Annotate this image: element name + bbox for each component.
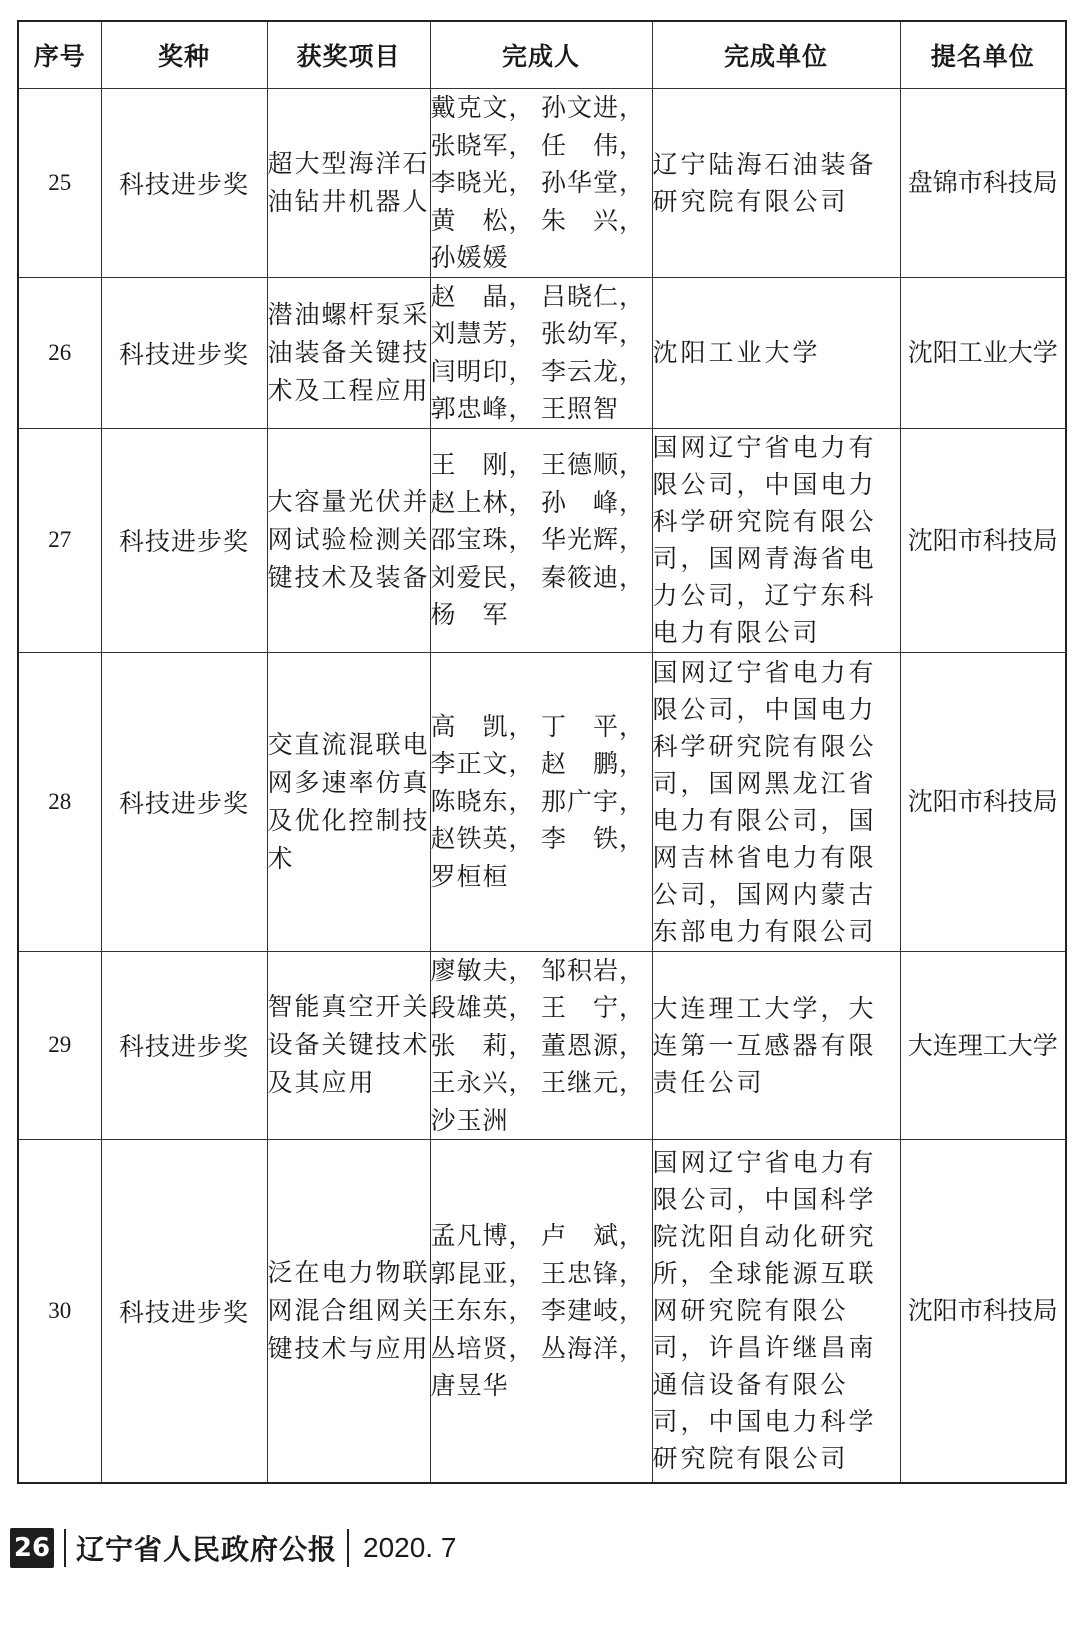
header-no: 序号 [18, 21, 101, 89]
person-name: 赵铁英， [430, 824, 535, 854]
person-name: 丁 平， [541, 711, 646, 741]
people-list [431, 89, 652, 277]
person-name: 张幼军， [541, 319, 646, 348]
person-name: 董恩源， [541, 1030, 646, 1060]
completing-unit: 国网辽宁省电力有限公司，中国科学院沈阳自动化研究所，全球能源互联网研究院有限公司，许昌许继昌南通信设备有限公司，中国电力科学研究院有限公司 [652, 1140, 900, 1483]
award-type: 科技进步奖 [101, 1140, 267, 1483]
person-name: 任 伟， [541, 130, 646, 160]
person-name: 卢 斌， [541, 1221, 646, 1250]
nominating-unit: 沈阳市科技局 [900, 428, 1066, 652]
person-name: 闫明印， [430, 356, 535, 386]
award-type: 科技进步奖 [101, 89, 267, 278]
completing-unit: 沈阳工业大学 [652, 277, 900, 428]
people-list [431, 708, 652, 896]
person-name: 朱 兴， [541, 205, 646, 235]
table-row [18, 428, 1066, 652]
person-name: 那广宇， [541, 786, 646, 816]
project-name: 智能真空开关设备关键技术及其应用 [267, 951, 430, 1140]
person-name: 赵 晶， [430, 281, 535, 311]
person-name: 王永兴， [430, 1068, 535, 1097]
table-row [18, 89, 1066, 278]
nominating-unit: 盘锦市科技局 [900, 89, 1066, 278]
person-name: 段雄英， [430, 993, 535, 1022]
person-name: 孙媛媛 [430, 243, 509, 272]
person-name: 赵上林， [430, 487, 535, 517]
award-type: 科技进步奖 [101, 277, 267, 428]
table-row [18, 951, 1066, 1140]
page-number-badge: 26 [10, 1528, 54, 1568]
person-name: 华光辉， [541, 525, 646, 555]
project-name: 大容量光伏并网试验检测关键技术及装备 [267, 428, 430, 652]
completing-unit: 辽宁陆海石油装备研究院有限公司 [652, 89, 900, 278]
person-name: 王 刚， [430, 450, 535, 480]
person-name: 赵 鹏， [541, 749, 646, 779]
person-name: 王继元， [541, 1068, 646, 1097]
person-name: 丛培贤， [430, 1333, 535, 1363]
table-row [18, 277, 1066, 428]
project-name: 泛在电力物联网混合组网关键技术与应用 [267, 1140, 430, 1483]
person-name: 张 莉， [430, 1030, 535, 1060]
people-list [431, 1217, 652, 1405]
person-name: 孙华堂， [541, 168, 646, 197]
header-nominator: 提名单位 [900, 21, 1066, 89]
person-name: 孙文进， [541, 93, 646, 122]
person-name: 郭忠峰， [430, 394, 535, 423]
people-cell [430, 652, 652, 951]
person-name: 沙玉洲 [430, 1105, 509, 1135]
person-name: 黄 松， [430, 205, 535, 235]
person-name: 陈晓东， [430, 786, 535, 816]
person-name: 李云龙， [541, 356, 646, 386]
person-name: 王忠锋， [541, 1258, 646, 1288]
nominating-unit: 大连理工大学 [900, 951, 1066, 1140]
person-name: 张晓军， [430, 130, 535, 160]
header-unit: 完成单位 [652, 21, 900, 89]
person-name: 高 凯， [430, 711, 535, 741]
award-type: 科技进步奖 [101, 951, 267, 1140]
project-name: 超大型海洋石油钻井机器人 [267, 89, 430, 278]
people-list [431, 278, 652, 428]
table-row [18, 652, 1066, 951]
header-award-type: 奖种 [101, 21, 267, 89]
person-name: 孟凡博， [430, 1221, 535, 1250]
person-name: 王照智 [541, 394, 620, 423]
nominating-unit: 沈阳市科技局 [900, 652, 1066, 951]
project-name: 交直流混联电网多速率仿真及优化控制技术 [267, 652, 430, 951]
person-name: 戴克文， [430, 93, 535, 122]
people-list [431, 952, 652, 1140]
person-name: 王 宁， [541, 993, 646, 1022]
person-name: 王东东， [430, 1296, 535, 1325]
person-name: 杨 军 [430, 600, 509, 630]
row-number: 25 [18, 89, 101, 278]
nominating-unit: 沈阳市科技局 [900, 1140, 1066, 1483]
page-footer [10, 1524, 456, 1572]
person-name: 廖敏夫， [430, 955, 535, 985]
row-number: 27 [18, 428, 101, 652]
row-number: 28 [18, 652, 101, 951]
person-name: 刘爱民， [430, 562, 535, 592]
person-name: 王德顺， [541, 450, 646, 480]
header-project: 获奖项目 [267, 21, 430, 89]
person-name: 郭昆亚， [430, 1258, 535, 1288]
person-name: 邹积岩， [541, 955, 646, 985]
people-cell [430, 1140, 652, 1483]
person-name: 李晓光， [430, 168, 535, 197]
person-name: 丛海洋， [541, 1333, 646, 1363]
person-name: 罗桓桓 [430, 861, 509, 891]
person-name: 李正文， [430, 749, 535, 779]
awards-table [17, 20, 1067, 1484]
completing-unit: 国网辽宁省电力有限公司，中国电力科学研究院有限公司，国网黑龙江省电力有限公司，国网吉林省电力有限公司，国网内蒙古东部电力有限公司 [652, 652, 900, 951]
award-type: 科技进步奖 [101, 428, 267, 652]
people-cell [430, 951, 652, 1140]
people-list [431, 446, 652, 634]
issue-label: 2020. 7 [363, 1532, 457, 1563]
person-name: 李建岐， [541, 1296, 646, 1325]
footer-divider [347, 1529, 349, 1567]
people-cell [430, 89, 652, 278]
people-cell [430, 428, 652, 652]
project-name: 潜油螺杆泵采油装备关键技术及工程应用 [267, 277, 430, 428]
person-name: 邵宝珠， [430, 525, 535, 555]
header-people: 完成人 [430, 21, 652, 89]
person-name: 李 铁， [541, 824, 646, 854]
nominating-unit: 沈阳工业大学 [900, 277, 1066, 428]
row-number: 30 [18, 1140, 101, 1483]
person-name: 吕晓仁， [541, 281, 646, 311]
row-number: 29 [18, 951, 101, 1140]
table-header-row [18, 21, 1066, 89]
table-row [18, 1140, 1066, 1483]
row-number: 26 [18, 277, 101, 428]
person-name: 唐昱华 [430, 1371, 509, 1400]
completing-unit: 国网辽宁省电力有限公司，中国电力科学研究院有限公司，国网青海省电力公司，辽宁东科电力有限公司 [652, 428, 900, 652]
footer-divider [64, 1529, 66, 1567]
award-type: 科技进步奖 [101, 652, 267, 951]
completing-unit: 大连理工大学，大连第一互感器有限责任公司 [652, 951, 900, 1140]
people-cell [430, 277, 652, 428]
person-name: 秦筱迪， [541, 562, 646, 592]
publication-title: 辽宁省人民政府公报 [76, 1533, 338, 1566]
person-name: 刘慧芳， [430, 319, 535, 348]
person-name: 孙 峰， [541, 487, 646, 517]
